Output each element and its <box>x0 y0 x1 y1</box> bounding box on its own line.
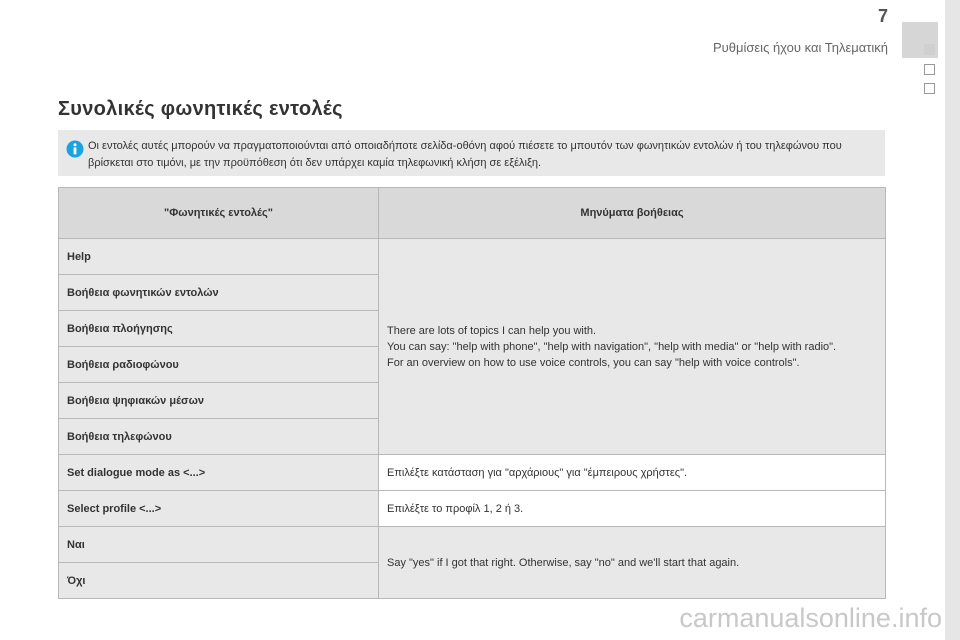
watermark: carmanualsonline.info <box>679 603 942 633</box>
table-header-row <box>59 188 886 239</box>
command-cell: Βοήθεια πλοήγησης <box>59 311 379 347</box>
help-message-line: You can say: "help with phone", "help with navigation", "help with media" or "help with radio". <box>387 340 837 353</box>
info-icon <box>66 140 84 158</box>
table-row <box>59 527 886 563</box>
help-message-line: For an overview on how to use voice controls, you can say "help with voice controls". <box>387 356 800 369</box>
command-cell: Select profile <...> <box>59 491 379 527</box>
help-message-line: There are lots of topics I can help you with. <box>387 324 597 337</box>
command-cell: Βοήθεια τηλεφώνου <box>59 419 379 455</box>
help-message-cell <box>379 239 886 455</box>
section-title: Ρυθμίσεις ήχου και Τηλεματική <box>712 40 888 55</box>
table-row <box>59 239 886 275</box>
command-cell: Set dialogue mode as <...> <box>59 455 379 491</box>
message-cell: Say "yes" if I got that right. Otherwise, say "no" and we'll start that again. <box>379 527 886 599</box>
command-cell: Βοήθεια ψηφιακών μέσων <box>59 383 379 419</box>
info-note <box>58 130 885 176</box>
page-number: 7 <box>877 6 888 26</box>
page-side-strip <box>945 0 960 640</box>
message-cell: Επιλέξτε κατάσταση για "αρχάριους" για "έμπειρους χρήστες". <box>379 455 886 491</box>
table-row <box>59 455 886 491</box>
voice-commands-table <box>58 187 886 599</box>
chapter-indicator-empty <box>924 64 935 75</box>
table-row <box>59 491 886 527</box>
chapter-indicator-empty <box>924 83 935 94</box>
command-cell: Βοήθεια φωνητικών εντολών <box>59 275 379 311</box>
header-voice-commands: "Φωνητικές εντολές" <box>59 188 379 239</box>
command-cell: Βοήθεια ραδιοφώνου <box>59 347 379 383</box>
command-cell: Όχι <box>59 563 379 599</box>
page-heading: Συνολικές φωνητικές εντολές <box>58 98 343 120</box>
header-help-messages: Μηνύματα βοήθειας <box>379 188 886 239</box>
command-cell: Help <box>59 239 379 275</box>
chapter-indicator-filled <box>924 44 935 55</box>
message-cell: Επιλέξτε το προφίλ 1, 2 ή 3. <box>379 491 886 527</box>
info-text: Οι εντολές αυτές μπορούν να πραγματοποιούνται από οποιαδήποτε σελίδα-οθόνη αφού πιέσετε το μπουτόν των φωνητικών εντολών ή του τηλεφώνου που βρίσκεται στο τιμόνι, με την προϋπόθεση ότι δεν υπάρχει καμία τηλεφωνική κλήση σε εξέλιξη. <box>88 140 842 169</box>
command-cell: Ναι <box>59 527 379 563</box>
